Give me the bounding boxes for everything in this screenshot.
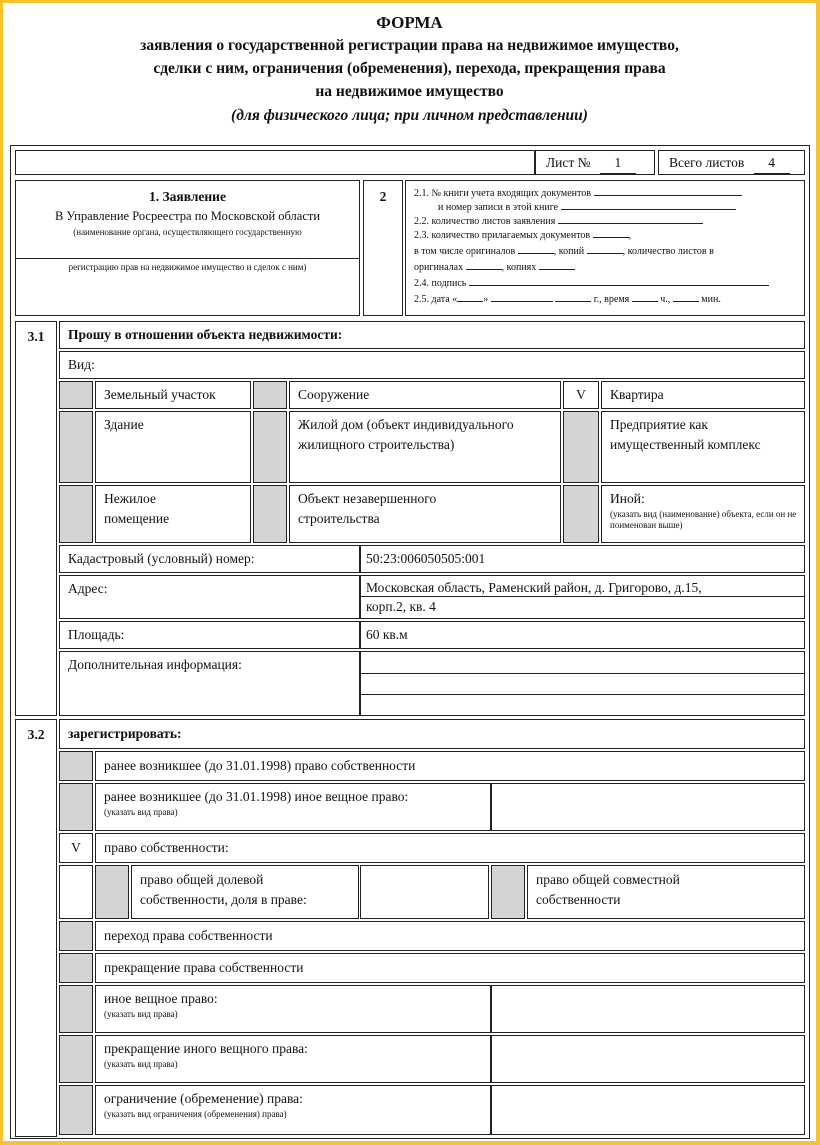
time-hour-field[interactable] (632, 290, 658, 302)
prior-real-right-checkbox[interactable] (59, 783, 93, 831)
extra-info-input[interactable] (360, 651, 805, 716)
other-right-termination-hint: (указать вид права) (104, 1059, 178, 1070)
other-real-right-input[interactable] (491, 985, 805, 1033)
app-sheets-field[interactable] (558, 212, 703, 224)
signature-field[interactable] (469, 274, 769, 286)
restriction-label: ограничение (обременение) права: (104, 1091, 303, 1106)
section-3-2-title: зарегистрировать: (59, 719, 805, 749)
enterprise-label: Предприятие как имущественный комплекс (601, 411, 805, 483)
other-checkbox[interactable] (563, 485, 599, 543)
sheet-number-label: Лист № (546, 155, 591, 170)
address-line-1: Московская область, Раменский район, д. Григорово, д.15, (361, 576, 804, 597)
apartment-label: Квартира (601, 381, 805, 409)
section-2-box (405, 180, 805, 316)
restriction-input[interactable] (491, 1085, 805, 1135)
unfinished-label: Объект незавершенного строительства (289, 485, 561, 543)
inbox-book-label: 2.1. № книги учета входящих документов (414, 188, 591, 199)
land-checkbox[interactable] (59, 381, 93, 409)
other-box (601, 485, 805, 543)
extra-info-label: Дополнительная информация: (59, 651, 360, 716)
share-input[interactable] (360, 865, 489, 919)
orig-sheets-label: оригиналах (414, 262, 464, 273)
form-subtitle: (для физического лица; при личном представлении) (231, 107, 588, 124)
joint-ownership-checkbox[interactable] (491, 865, 525, 919)
attached-docs-comma: , (628, 230, 632, 241)
land-label: Земельный участок (95, 381, 251, 409)
shared-ownership-checkbox[interactable] (95, 865, 129, 919)
transfer-checkbox[interactable] (59, 921, 93, 951)
prior-real-right-box (95, 783, 491, 831)
prior-ownership-label: ранее возникшее (до 31.01.1998) право собственности (95, 751, 805, 781)
attached-docs-field[interactable] (593, 226, 629, 238)
nonresidential-label (95, 485, 251, 543)
building-label: Здание (95, 411, 251, 483)
date-day-field[interactable] (457, 290, 483, 302)
originals-label: в том числе оригиналов (414, 246, 516, 257)
kind-label: Вид: (59, 351, 805, 379)
area-label: Площадь: (59, 621, 360, 649)
other-right-termination-checkbox[interactable] (59, 1035, 93, 1083)
other-right-termination-box (95, 1035, 491, 1083)
sheet-number-value[interactable]: 1 (600, 153, 636, 174)
address-line-2: корп.2, кв. 4 (366, 599, 436, 614)
other-right-termination-input[interactable] (491, 1035, 805, 1083)
section-3-2-number: 3.2 (15, 719, 57, 1137)
copy-sheets-field[interactable] (539, 258, 575, 270)
other-real-right-box (95, 985, 491, 1033)
restriction-hint: (указать вид ограничения (обременения) права) (104, 1109, 287, 1120)
total-sheets-box (658, 150, 805, 175)
inbox-book-field[interactable] (594, 184, 742, 196)
nonresidential-line-1: Нежилое (104, 491, 156, 506)
cadastral-input[interactable]: 50:23:006050505:001 (360, 545, 805, 573)
record-number-field[interactable] (561, 198, 736, 210)
prior-real-right-hint: (указать вид права) (104, 807, 178, 818)
address-input[interactable] (360, 575, 805, 619)
date-quote: » (483, 294, 489, 305)
sheets-in-label: , количество листов в (622, 246, 714, 257)
date-year-field[interactable] (555, 290, 591, 302)
section-3-1-number: 3.1 (15, 321, 57, 716)
structure-label: Сооружение (289, 381, 561, 409)
section-1-box (15, 180, 360, 316)
section-2-number: 2 (363, 180, 403, 316)
other-real-right-label: иное вещное право: (104, 991, 218, 1006)
prior-real-right-label: ранее возникшее (до 31.01.1998) иное вещное право: (104, 789, 409, 804)
structure-checkbox[interactable] (253, 381, 287, 409)
form-heading-line-1: заявления о государственной регистрации права на недвижимое имущество, (140, 37, 679, 54)
joint-ownership-label: право общей совместной собственности (527, 865, 805, 919)
addressee-line (16, 258, 359, 259)
extra-info-line-2 (361, 694, 804, 695)
total-sheets-label: Всего листов (669, 155, 745, 170)
form-title: ФОРМА (376, 13, 443, 32)
signature-label: 2.4. подпись (414, 278, 467, 289)
form-heading-line-2: сделки с ним, ограничения (обременения), перехода, прекращения права (153, 60, 666, 77)
addressee-hint-2: регистрацию прав на недвижимое имущество и сделок с ним) (68, 261, 307, 272)
copies-field[interactable] (587, 242, 623, 254)
sheet-number-box (535, 150, 655, 175)
address-label: Адрес: (59, 575, 360, 619)
apartment-checkbox[interactable]: V (563, 381, 599, 409)
termination-checkbox[interactable] (59, 953, 93, 983)
nonresidential-line-2: помещение (104, 511, 170, 526)
house-checkbox[interactable] (253, 411, 287, 483)
hour-label: ч., (660, 294, 671, 305)
shared-ownership-label: право общей долевой собственности, доля в праве: (131, 865, 359, 919)
minute-label: мин. (701, 294, 721, 305)
section-1-title: 1. Заявление (149, 189, 226, 204)
addressee-field[interactable]: В Управление Росреестра по Московской области (54, 209, 321, 223)
building-checkbox[interactable] (59, 411, 93, 483)
other-right-termination-label: прекращение иного вещного права: (104, 1041, 308, 1056)
other-label: Иной: (610, 491, 645, 506)
record-number-label: и номер записи в этой книге (438, 202, 559, 213)
ownership-label: право собственности: (95, 833, 805, 863)
app-sheets-label: 2.2. количество листов заявления (414, 216, 556, 227)
other-real-right-checkbox[interactable] (59, 985, 93, 1033)
section-3-1-title: Прошу в отношении объекта недвижимости: (59, 321, 805, 349)
application-form (3, 3, 816, 1141)
copy-sheets-label: , копиях (501, 262, 537, 273)
prior-real-right-input[interactable] (491, 783, 805, 831)
attached-docs-label: 2.3. количество прилагаемых документов (414, 230, 591, 241)
sheet-info-blank (15, 150, 535, 175)
nonresidential-checkbox[interactable] (59, 485, 93, 543)
house-label: Жилой дом (объект индивидуального жилищного строительства) (289, 411, 561, 483)
date-label: 2.5. дата « (414, 294, 458, 305)
extra-info-line-1 (361, 673, 804, 674)
total-sheets-value[interactable]: 4 (754, 153, 790, 174)
termination-label: прекращение права собственности (95, 953, 805, 983)
prior-ownership-checkbox[interactable] (59, 751, 93, 781)
date-month-field[interactable] (491, 290, 553, 302)
time-minute-field[interactable] (673, 290, 699, 302)
form-heading-line-3: на недвижимое имущество (315, 83, 504, 100)
time-label: г., время (593, 294, 630, 305)
orig-sheets-field[interactable] (466, 258, 502, 270)
copies-label: , копий (553, 246, 585, 257)
cadastral-label: Кадастровый (условный) номер: (59, 545, 360, 573)
other-real-right-hint: (указать вид права) (104, 1009, 178, 1020)
area-input[interactable]: 60 кв.м (360, 621, 805, 649)
addressee-hint-1: (наименование органа, осуществляющего государственную (73, 227, 302, 237)
unfinished-checkbox[interactable] (253, 485, 287, 543)
originals-field[interactable] (518, 242, 554, 254)
transfer-label: переход права собственности (95, 921, 805, 951)
ownership-checkbox[interactable]: V (59, 833, 93, 863)
restriction-checkbox[interactable] (59, 1085, 93, 1135)
ownership-subrow-spacer (59, 865, 93, 919)
other-hint: (указать вид (наименование) объекта, если он не поименован выше) (610, 509, 797, 531)
restriction-box (95, 1085, 491, 1135)
enterprise-checkbox[interactable] (563, 411, 599, 483)
